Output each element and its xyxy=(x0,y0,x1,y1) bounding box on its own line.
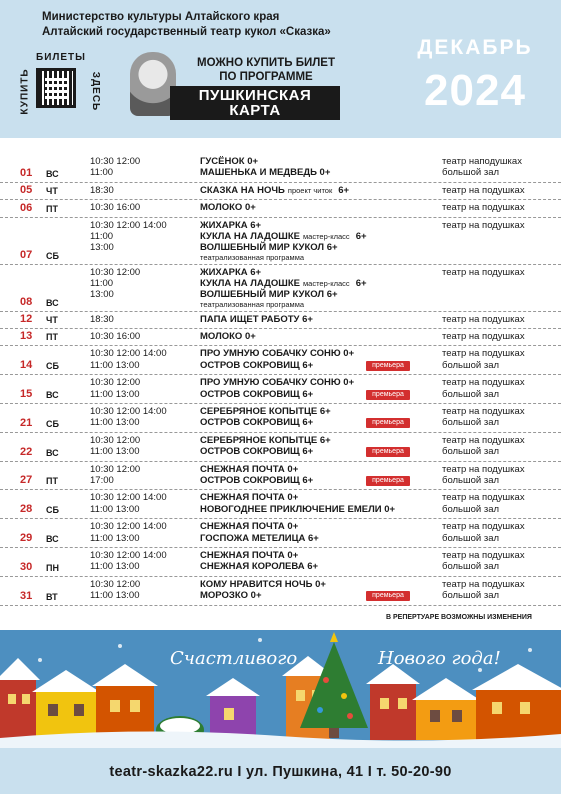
row-date: 29 xyxy=(20,532,33,545)
show-time: 10:30 12:00 14:00 xyxy=(90,406,167,418)
show-title[interactable] xyxy=(200,278,367,289)
row-date: 27 xyxy=(20,474,33,487)
venue-name: театр на подушках xyxy=(442,266,525,278)
row-day-of-week: ВС xyxy=(46,534,59,545)
show-time: 18:30 xyxy=(90,313,114,325)
show-title-text: ВОЛШЕБНЫЙ МИР КУКОЛ 6+ xyxy=(200,289,338,301)
show-time: 11:00 xyxy=(90,278,114,290)
schedule-row xyxy=(0,218,561,265)
show-time: 11:00 13:00 xyxy=(90,359,140,371)
show-time: 13:00 xyxy=(90,289,114,301)
show-title-text: НОВОГОДНЕЕ ПРИКЛЮЧЕНИЕ ЕМЕЛИ 0+ xyxy=(200,503,396,515)
show-title-text: ГОСПОЖА МЕТЕЛИЦА 6+ xyxy=(200,532,319,544)
row-date: 01 xyxy=(20,166,33,179)
show-title[interactable] xyxy=(200,533,319,544)
venue-name: большой зал xyxy=(442,561,500,573)
row-venues xyxy=(442,156,522,179)
show-title-text: КУКЛА НА ЛАДОШКЕ xyxy=(200,278,300,290)
greeting-part1: Счастливого xyxy=(170,648,298,669)
show-age: 6+ xyxy=(355,231,367,242)
row-times xyxy=(90,377,140,400)
year-title: 2024 xyxy=(424,66,526,115)
row-day-of-week: ВС xyxy=(46,297,59,308)
schedule-row xyxy=(0,200,561,217)
row-times xyxy=(90,185,114,196)
row-times xyxy=(90,202,140,213)
schedule-row xyxy=(0,329,561,346)
org-line2: Алтайский государственный театр кукол «Сказка» xyxy=(42,26,331,38)
show-time: 10:30 12:00 14:00 xyxy=(90,219,167,231)
venue-name: театр на подушках xyxy=(442,550,525,562)
show-title[interactable] xyxy=(200,360,354,371)
row-venues xyxy=(442,220,525,231)
row-date: 12 xyxy=(20,313,33,326)
row-times xyxy=(90,435,140,458)
show-title-text: ПРО УМНУЮ СОБАЧКУ СОНЮ 0+ xyxy=(200,348,355,360)
show-time: 11:00 13:00 xyxy=(90,388,140,400)
show-time: 11:00 13:00 xyxy=(90,503,140,515)
show-time: 10:30 12:00 xyxy=(90,434,141,446)
greeting-part2: Нового года! xyxy=(378,648,501,669)
qr-ticket-block[interactable] xyxy=(16,52,106,126)
row-shows xyxy=(200,492,395,515)
show-title[interactable] xyxy=(200,579,326,590)
show-title[interactable] xyxy=(200,377,354,388)
show-time: 11:00 xyxy=(90,167,114,179)
footer xyxy=(0,748,561,794)
show-time: 10:30 12:00 14:00 xyxy=(90,348,167,360)
premiere-badge: премьера xyxy=(366,476,410,486)
holiday-banner xyxy=(0,630,561,748)
row-venues xyxy=(442,492,525,515)
show-time: 10:30 16:00 xyxy=(90,202,141,214)
pushkin-card-logo xyxy=(170,86,340,120)
venue-name: театр на подушках xyxy=(442,377,525,389)
schedule-row xyxy=(0,462,561,491)
row-date: 06 xyxy=(20,201,33,214)
show-title[interactable] xyxy=(200,492,395,503)
row-times xyxy=(90,521,167,544)
venue-name: большой зал xyxy=(442,446,500,458)
show-title-text: СЕРЕБРЯНОЕ КОПЫТЦЕ 6+ xyxy=(200,406,331,418)
show-title-text: ЖИХАРКА 6+ xyxy=(200,266,262,278)
show-time: 11:00 13:00 xyxy=(90,590,140,602)
show-title[interactable] xyxy=(200,435,331,446)
show-title[interactable] xyxy=(200,406,331,417)
row-venues xyxy=(442,521,525,544)
premiere-badge: премьера xyxy=(366,390,410,400)
row-day-of-week: ПТ xyxy=(46,476,58,487)
row-day-of-week: ВС xyxy=(46,390,59,401)
row-date: 14 xyxy=(20,359,33,372)
row-times xyxy=(90,406,167,429)
venue-name: театр наподушках xyxy=(442,156,522,167)
row-date: 31 xyxy=(20,589,33,602)
row-day-of-week: ВС xyxy=(46,168,59,179)
qr-label-right: ЗДЕСЬ xyxy=(90,71,102,112)
house-left xyxy=(0,658,40,740)
qr-label-top: БИЛЕТЫ xyxy=(36,52,86,63)
row-shows xyxy=(200,348,354,371)
schedule-row xyxy=(0,548,561,577)
row-date: 30 xyxy=(20,560,33,573)
header xyxy=(0,0,561,138)
row-date: 22 xyxy=(20,445,33,458)
row-times xyxy=(90,579,140,602)
row-shows xyxy=(200,521,319,544)
row-times xyxy=(90,220,167,254)
row-day-of-week: СБ xyxy=(46,250,59,261)
org-line1: Министерство культуры Алтайского края xyxy=(42,11,280,23)
venue-name: большой зал xyxy=(442,590,500,602)
show-title-text: ОСТРОВ СОКРОВИЩ 6+ xyxy=(200,388,314,400)
show-title[interactable] xyxy=(200,521,319,532)
row-date: 13 xyxy=(20,330,33,343)
venue-name: театр на подушках xyxy=(442,313,525,325)
row-venues xyxy=(442,579,525,602)
venue-name: театр на подушках xyxy=(442,406,525,418)
row-shows xyxy=(200,435,331,458)
row-shows xyxy=(200,377,354,400)
row-date: 28 xyxy=(20,503,33,516)
house-7 xyxy=(412,678,480,740)
row-times xyxy=(90,348,167,371)
show-time: 13:00 xyxy=(90,242,114,254)
row-venues xyxy=(442,185,525,196)
row-times xyxy=(90,267,140,301)
venue-name: большой зал xyxy=(442,417,500,429)
schedule-row xyxy=(0,183,561,200)
row-times xyxy=(90,156,140,179)
pushkin-card-word1: ПУШКИНСКАЯ xyxy=(198,87,312,104)
show-time: 10:30 12:00 xyxy=(90,156,141,167)
show-title-text: СЕРЕБРЯНОЕ КОПЫТЦЕ 6+ xyxy=(200,434,331,446)
row-day-of-week: ПН xyxy=(46,562,59,573)
show-title-text: СКАЗКА НА НОЧЬ xyxy=(200,184,285,196)
row-day-of-week: ПТ xyxy=(46,203,58,214)
month-title: ДЕКАБРЬ xyxy=(417,36,533,59)
show-title-text: КОМУ НРАВИТСЯ НОЧЬ 0+ xyxy=(200,578,326,590)
schedule-row xyxy=(0,433,561,462)
row-shows xyxy=(200,579,326,602)
row-day-of-week: ПТ xyxy=(46,332,58,343)
premiere-badge: премьера xyxy=(366,591,410,601)
house-2 xyxy=(32,670,100,740)
row-date: 21 xyxy=(20,416,33,429)
show-title[interactable] xyxy=(200,314,313,325)
show-title-text: СНЕЖНАЯ ПОЧТА 0+ xyxy=(200,550,299,562)
schedule-row xyxy=(0,312,561,329)
venue-name: большой зал xyxy=(442,532,500,544)
show-note: проект читок xyxy=(287,185,333,195)
venue-name: большой зал xyxy=(442,167,500,179)
venue-name: большой зал xyxy=(442,388,500,400)
show-time: 17:00 xyxy=(90,475,114,487)
row-times xyxy=(90,492,167,515)
show-note: мастер-класс xyxy=(303,232,350,241)
schedule-row xyxy=(0,404,561,433)
show-age: 6+ xyxy=(338,184,350,196)
row-venues xyxy=(442,202,525,213)
row-day-of-week: ЧТ xyxy=(46,315,58,326)
show-title[interactable] xyxy=(200,185,349,196)
venue-name: театр на подушках xyxy=(442,184,525,196)
row-shows xyxy=(200,220,367,262)
row-date: 07 xyxy=(20,248,33,261)
schedule-row xyxy=(0,265,561,312)
house-4 xyxy=(206,678,260,740)
venue-name: театр на подушках xyxy=(442,348,525,360)
show-time: 10:30 12:00 xyxy=(90,578,141,590)
show-time: 11:00 13:00 xyxy=(90,532,140,544)
show-title-text: СНЕЖНАЯ ПОЧТА 0+ xyxy=(200,521,299,533)
show-title-text: МОЛОКО 0+ xyxy=(200,331,256,343)
schedule-row xyxy=(0,490,561,519)
row-shows xyxy=(200,314,313,325)
row-times xyxy=(90,331,140,342)
row-venues xyxy=(442,314,525,325)
row-day-of-week: СБ xyxy=(46,505,59,516)
row-shows xyxy=(200,156,330,179)
show-time: 10:30 12:00 xyxy=(90,377,141,389)
show-note: мастер-класс xyxy=(303,279,350,289)
venue-name: театр на подушках xyxy=(442,219,525,231)
row-day-of-week: ЧТ xyxy=(46,186,58,197)
show-title[interactable] xyxy=(200,446,331,457)
show-title[interactable] xyxy=(200,590,326,601)
show-title[interactable] xyxy=(200,504,395,515)
venue-name: театр на подушках xyxy=(442,202,525,214)
row-day-of-week: СБ xyxy=(46,361,59,372)
show-title[interactable] xyxy=(200,231,367,242)
show-title-text: ГУСЁНОК 0+ xyxy=(200,156,259,167)
pushkin-card-word2: КАРТА xyxy=(229,102,281,119)
show-title[interactable] xyxy=(200,156,330,167)
show-title-text: МОЛОКО 0+ xyxy=(200,202,256,214)
row-venues xyxy=(442,267,525,278)
row-times xyxy=(90,464,140,487)
pushkin-caption-line1: МОЖНО КУПИТЬ БИЛЕТ xyxy=(197,57,335,69)
contact-info[interactable]: teatr-skazka22.ru I ул. Пушкина, 41 I т. 50-20-90 xyxy=(109,764,452,780)
row-day-of-week: СБ xyxy=(46,418,59,429)
show-title-text: МАШЕНЬКА И МЕДВЕДЬ 0+ xyxy=(200,167,331,179)
show-title[interactable] xyxy=(200,220,367,231)
venue-name: театр на подушках xyxy=(442,578,525,590)
row-shows xyxy=(200,550,318,573)
row-shows xyxy=(200,202,256,213)
show-time: 10:30 12:00 14:00 xyxy=(90,521,167,533)
show-time: 10:30 12:00 xyxy=(90,266,141,278)
venue-name: большой зал xyxy=(442,503,500,515)
row-date: 05 xyxy=(20,184,33,197)
show-title-text: ПАПА ИЩЕТ РАБОТУ 6+ xyxy=(200,313,313,325)
row-shows xyxy=(200,267,367,309)
show-title-text: ОСТРОВ СОКРОВИЩ 6+ xyxy=(200,475,314,487)
show-time: 11:00 xyxy=(90,231,114,242)
row-shows xyxy=(200,185,349,196)
pushkin-caption-line2: ПО ПРОГРАММЕ xyxy=(219,71,313,83)
row-day-of-week: ВС xyxy=(46,447,59,458)
schedule-row xyxy=(0,577,561,606)
row-day-of-week: ВТ xyxy=(46,591,58,602)
show-title[interactable] xyxy=(200,202,256,213)
show-title[interactable] xyxy=(200,167,330,178)
qr-label-left: КУПИТЬ xyxy=(19,68,31,115)
pushkin-caption xyxy=(176,56,356,84)
premiere-badge: премьера xyxy=(366,418,410,428)
qr-code-icon[interactable] xyxy=(36,68,76,108)
show-time: 18:30 xyxy=(90,184,114,196)
show-title-text: ОСТРОВ СОКРОВИЩ 6+ xyxy=(200,417,314,429)
show-title[interactable] xyxy=(200,389,354,400)
show-time: 10:30 12:00 xyxy=(90,463,141,475)
row-venues xyxy=(442,331,525,342)
row-shows xyxy=(200,464,313,487)
row-venues xyxy=(442,550,525,573)
venue-name: театр на подушках xyxy=(442,521,525,533)
venue-name: театр на подушках xyxy=(442,492,525,504)
show-title-text: ВОЛШЕБНЫЙ МИР КУКОЛ 6+ xyxy=(200,242,338,254)
show-title[interactable] xyxy=(200,348,354,359)
show-title[interactable] xyxy=(200,267,367,278)
show-title[interactable] xyxy=(200,331,256,342)
show-title[interactable] xyxy=(200,417,331,428)
show-title-text: СНЕЖНАЯ КОРОЛЕВА 6+ xyxy=(200,561,319,573)
show-time: 11:00 13:00 xyxy=(90,561,140,573)
row-times xyxy=(90,550,167,573)
venue-name: большой зал xyxy=(442,359,500,371)
show-time: 10:30 12:00 14:00 xyxy=(90,550,167,562)
row-venues xyxy=(442,435,525,458)
changes-note: В РЕПЕРТУАРЕ ВОЗМОЖНЫ ИЗМЕНЕНИЯ xyxy=(386,614,532,621)
house-3 xyxy=(92,664,158,740)
house-right xyxy=(472,664,561,740)
row-venues xyxy=(442,406,525,429)
show-title-text: ОСТРОВ СОКРОВИЩ 6+ xyxy=(200,446,314,458)
show-age: 6+ xyxy=(355,278,367,290)
show-title-text: ЖИХАРКА 6+ xyxy=(200,219,262,231)
schedule-table xyxy=(0,138,561,630)
premiere-badge: премьера xyxy=(366,447,410,457)
show-time: 10:30 12:00 14:00 xyxy=(90,492,167,504)
venue-name: театр на подушках xyxy=(442,463,525,475)
row-shows xyxy=(200,331,256,342)
show-title-text: СНЕЖНАЯ ПОЧТА 0+ xyxy=(200,463,299,475)
show-title[interactable] xyxy=(200,475,313,486)
show-title-text: КУКЛА НА ЛАДОШКЕ xyxy=(200,231,300,242)
organization-info xyxy=(42,10,331,40)
show-time: 11:00 13:00 xyxy=(90,446,140,458)
venue-name: театр на подушках xyxy=(442,331,525,343)
pushkin-card-block xyxy=(130,52,350,122)
premiere-badge: премьера xyxy=(366,361,410,371)
row-date: 08 xyxy=(20,295,33,308)
show-title[interactable] xyxy=(200,561,318,572)
show-title[interactable] xyxy=(200,550,318,561)
show-title-text: МОРОЗКО 0+ xyxy=(200,590,262,602)
show-title-text: ПРО УМНУЮ СОБАЧКУ СОНЮ 0+ xyxy=(200,377,355,389)
row-shows xyxy=(200,406,331,429)
show-title[interactable] xyxy=(200,464,313,475)
house-6 xyxy=(366,664,420,740)
schedule-row xyxy=(0,519,561,548)
show-title-text: ОСТРОВ СОКРОВИЩ 6+ xyxy=(200,359,314,371)
venue-name: большой зал xyxy=(442,475,500,487)
show-time: 11:00 13:00 xyxy=(90,417,140,429)
row-times xyxy=(90,314,114,325)
show-subtitle: театрализованная программа xyxy=(200,299,305,309)
schedule-row xyxy=(0,375,561,404)
row-venues xyxy=(442,377,525,400)
row-venues xyxy=(442,348,525,371)
show-time: 10:30 16:00 xyxy=(90,331,141,343)
show-subtitle: театрализованная программа xyxy=(200,252,305,262)
show-title-text: СНЕЖНАЯ ПОЧТА 0+ xyxy=(200,492,299,504)
schedule-row xyxy=(0,154,561,183)
row-venues xyxy=(442,464,525,487)
row-date: 15 xyxy=(20,388,33,401)
schedule-row xyxy=(0,346,561,375)
venue-name: театр на подушках xyxy=(442,434,525,446)
